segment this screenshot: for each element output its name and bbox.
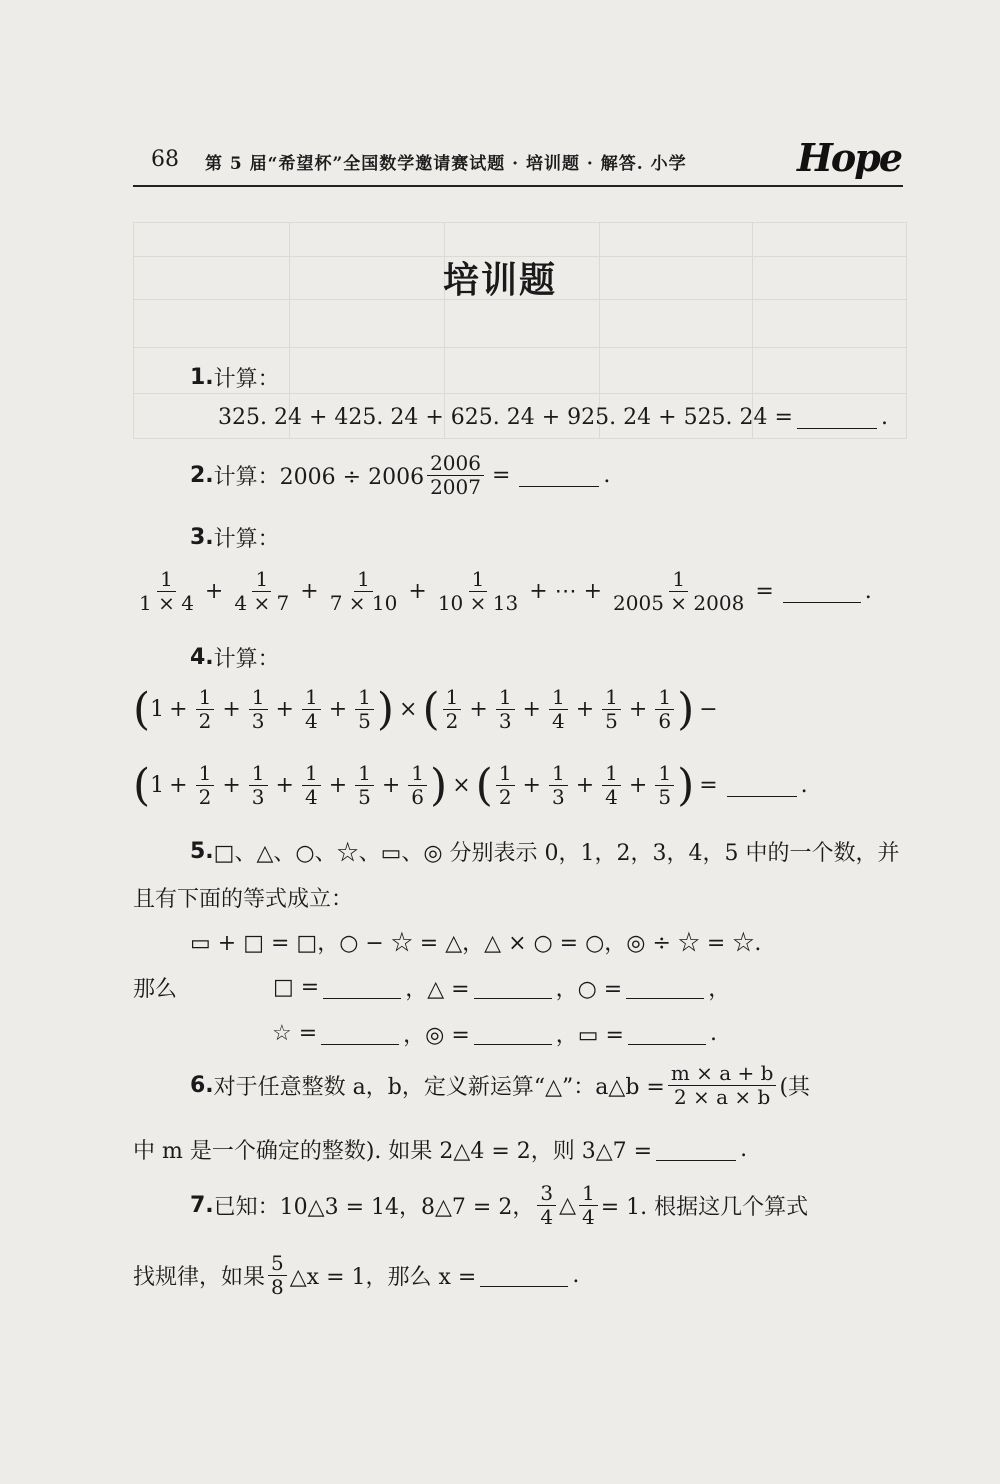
q1-answer-blank bbox=[797, 406, 877, 429]
q4-frac-num: 1 bbox=[443, 686, 462, 710]
q5-equations bbox=[190, 926, 761, 957]
q3-heading bbox=[190, 522, 280, 553]
q4-frac-den: 2 bbox=[498, 785, 512, 809]
q4-r1-plus: + bbox=[275, 697, 294, 722]
q3-number: 3. bbox=[190, 525, 214, 550]
q2-fraction bbox=[427, 452, 484, 499]
q7-answer-blank bbox=[480, 1264, 568, 1287]
q3-plus-1: + bbox=[204, 579, 224, 604]
q5-answers-row-2 bbox=[272, 1018, 717, 1049]
q3-term-3-den: 7 × 10 bbox=[329, 591, 398, 615]
q4-r2-fifth-b bbox=[655, 762, 674, 809]
q4-frac-num: 1 bbox=[355, 686, 374, 710]
q4-r2-plus: + bbox=[381, 773, 401, 798]
q4-frac-den: 4 bbox=[304, 785, 318, 809]
q6-frac-den: 2 × a × b bbox=[673, 1085, 771, 1109]
q4-r1-sixth-b bbox=[655, 686, 674, 733]
q3-expression-line bbox=[133, 568, 872, 615]
header-title: 第 5 届“希望杯”全国数学邀请赛试题 · 培训题 · 解答. 小学 bbox=[205, 154, 687, 174]
q4-r1-plus: + bbox=[628, 697, 648, 722]
q5-star-blank bbox=[321, 1022, 399, 1045]
q4-r2-one: 1 bbox=[150, 773, 165, 798]
q4-frac-num: 1 bbox=[196, 762, 215, 786]
q7-f2-den: 4 bbox=[581, 1205, 595, 1229]
q3-term-2 bbox=[231, 568, 292, 615]
q5-then: 那么 bbox=[133, 977, 178, 1002]
q4-r1-plus: + bbox=[222, 697, 241, 722]
q3-term-last bbox=[610, 568, 747, 615]
q5-comma: ， bbox=[708, 977, 731, 1002]
q4-equals: = bbox=[699, 773, 718, 798]
q4-r2-half-b bbox=[496, 762, 515, 809]
q4-frac-num: 1 bbox=[249, 762, 268, 786]
q4-frac-den: 2 bbox=[198, 785, 212, 809]
q4-frac-num: 1 bbox=[655, 686, 674, 710]
q4-r2-plus: + bbox=[222, 773, 241, 798]
q7-number: 7. bbox=[190, 1193, 214, 1218]
q7-line-1 bbox=[190, 1182, 808, 1229]
q5-number: 5. bbox=[190, 839, 214, 864]
q5-double-circle-label: ，◎ = bbox=[403, 1023, 470, 1048]
q5-star-label: ☆ = bbox=[272, 1021, 318, 1046]
q4-r2-lparen-1: ( bbox=[133, 759, 151, 811]
section-title: 培训题 bbox=[442, 260, 557, 301]
q3-term-2-num: 1 bbox=[252, 568, 271, 592]
q4-frac-den: 3 bbox=[251, 709, 265, 733]
q7-text-1b: = 1. 根据这几个算式 bbox=[600, 1195, 809, 1220]
q4-frac-den: 4 bbox=[605, 785, 618, 809]
q1-period: . bbox=[880, 405, 888, 430]
q4-r1-plus: + bbox=[469, 697, 488, 722]
q3-term-4-num: 1 bbox=[469, 568, 488, 592]
q7-text-2b: △x = 1，那么 x = bbox=[289, 1265, 477, 1290]
q6-number: 6. bbox=[190, 1073, 214, 1098]
q2-frac-num: 2006 bbox=[427, 452, 484, 476]
q4-frac-den: 3 bbox=[498, 709, 512, 733]
q7-f3-num: 5 bbox=[268, 1252, 287, 1276]
q4-r1-times: × bbox=[399, 697, 418, 722]
q4-answer-blank bbox=[727, 774, 797, 797]
q6-text-2: 中 m 是一个确定的整数). 如果 2△4 = 2，则 3△7 = bbox=[133, 1139, 653, 1164]
q1-label: 计算： bbox=[213, 367, 280, 392]
q4-r1-plus: + bbox=[328, 697, 348, 722]
q4-r1-plus: + bbox=[575, 697, 595, 722]
q4-r2-half bbox=[196, 762, 215, 809]
q7-f1-num: 3 bbox=[537, 1182, 556, 1206]
q3-equals: = bbox=[755, 579, 774, 604]
page-number: 68 bbox=[151, 147, 179, 172]
q6-paren: (其 bbox=[779, 1075, 811, 1100]
q6-text-1: 对于任意整数 a，b，定义新运算“△”：a△b = bbox=[213, 1075, 665, 1100]
q4-r2-quarter-b bbox=[602, 762, 621, 809]
q2-period: . bbox=[603, 463, 611, 488]
q4-r2-rparen-2: ) bbox=[677, 759, 695, 811]
q4-frac-den: 5 bbox=[605, 709, 618, 733]
q4-frac-num: 1 bbox=[408, 762, 427, 786]
q4-r1-third bbox=[249, 686, 268, 733]
q5-eq-line: ▭ + □ = □，○ − ☆ = △，△ × ○ = ○，◎ ÷ ☆ = ☆. bbox=[190, 931, 762, 956]
q4-frac-num: 1 bbox=[602, 686, 621, 710]
q1-number: 1. bbox=[190, 365, 214, 390]
q3-term-3-num: 1 bbox=[354, 568, 373, 592]
q7-text-2: 找规律，如果 bbox=[133, 1265, 266, 1290]
q4-r2-fifth bbox=[355, 762, 374, 809]
q4-row-2 bbox=[133, 759, 808, 811]
q6-line-2 bbox=[133, 1134, 747, 1165]
q3-term-last-den: 2005 × 2008 bbox=[613, 591, 745, 615]
q4-r2-lparen-2: ( bbox=[475, 759, 493, 811]
q5-rectangle-blank bbox=[628, 1022, 706, 1045]
q5-circle-blank bbox=[626, 976, 704, 999]
q4-frac-num: 1 bbox=[496, 686, 515, 710]
q4-r1-lparen-2: ( bbox=[422, 683, 440, 735]
q4-frac-den: 3 bbox=[251, 785, 265, 809]
q4-frac-num: 1 bbox=[249, 686, 268, 710]
q3-term-3 bbox=[327, 568, 401, 615]
q6-answer-blank bbox=[656, 1138, 736, 1161]
q3-term-last-num: 1 bbox=[669, 568, 688, 592]
q2-number: 2. bbox=[190, 463, 214, 488]
q3-term-1-num: 1 bbox=[157, 568, 176, 592]
q2-answer-blank bbox=[519, 464, 599, 487]
q7-f3-den: 8 bbox=[271, 1275, 284, 1299]
q6-period: . bbox=[740, 1137, 748, 1162]
q4-frac-den: 4 bbox=[551, 709, 565, 733]
q1-expression-line bbox=[218, 405, 888, 430]
q3-term-1-den: 1 × 4 bbox=[139, 591, 194, 615]
q7-triangle-op: △ bbox=[559, 1193, 576, 1218]
q4-frac-num: 1 bbox=[302, 762, 321, 786]
q4-r1-quarter-b bbox=[549, 686, 568, 733]
q4-frac-num: 1 bbox=[302, 686, 321, 710]
q4-number: 4. bbox=[190, 645, 214, 670]
q4-r1-half-b bbox=[443, 686, 462, 733]
q7-frac-3-4 bbox=[537, 1182, 556, 1229]
q5-circle-label: ，○ = bbox=[555, 977, 623, 1002]
q4-frac-num: 1 bbox=[196, 686, 215, 710]
q4-r1-plus: + bbox=[522, 697, 541, 722]
q4-frac-num: 1 bbox=[602, 762, 621, 786]
q4-r1-plus: + bbox=[169, 697, 188, 722]
q3-ellipsis: + ⋯ + bbox=[529, 579, 603, 604]
q4-heading bbox=[190, 642, 280, 673]
q3-plus-2: + bbox=[300, 579, 319, 604]
q5-text-2: 且有下面的等式成立： bbox=[133, 887, 354, 912]
q6-frac-num: m × a + b bbox=[668, 1062, 777, 1086]
q7-text-1: 已知：10△3 = 14，8△7 = 2， bbox=[213, 1195, 535, 1220]
q5-square-label: □ = bbox=[273, 975, 320, 1000]
q7-period: . bbox=[572, 1263, 580, 1288]
q3-term-2-den: 4 × 7 bbox=[234, 591, 290, 615]
q7-line-2 bbox=[133, 1252, 579, 1299]
q4-frac-num: 1 bbox=[496, 762, 515, 786]
q4-r2-plus: + bbox=[275, 773, 294, 798]
q4-frac-den: 3 bbox=[551, 785, 565, 809]
q4-r1-fifth-b bbox=[602, 686, 621, 733]
q5-triangle-label: ，△ = bbox=[405, 977, 470, 1002]
q4-r1-fifth bbox=[355, 686, 374, 733]
q4-frac-den: 2 bbox=[445, 709, 459, 733]
q3-term-4 bbox=[435, 568, 521, 615]
q4-r1-lparen-1: ( bbox=[133, 683, 151, 735]
q5-square-blank bbox=[323, 976, 401, 999]
q6-fraction bbox=[668, 1062, 777, 1109]
q4-frac-den: 5 bbox=[358, 709, 371, 733]
q6-line-1 bbox=[190, 1062, 810, 1109]
q2-line bbox=[190, 452, 610, 499]
q4-r2-plus: + bbox=[575, 773, 595, 798]
q5-rectangle-label: ，▭ = bbox=[555, 1023, 624, 1048]
q3-term-4-den: 10 × 13 bbox=[437, 591, 519, 615]
q3-period: . bbox=[864, 579, 872, 604]
q4-period: . bbox=[800, 773, 808, 798]
q5-triangle-blank bbox=[474, 976, 552, 999]
q4-label: 计算： bbox=[213, 647, 280, 672]
q4-r2-plus: + bbox=[169, 773, 188, 798]
q4-frac-num: 1 bbox=[549, 686, 568, 710]
q2-frac-den: 2007 bbox=[430, 475, 481, 499]
q5-double-circle-blank bbox=[474, 1022, 552, 1045]
q4-frac-den: 6 bbox=[658, 709, 672, 733]
q4-r2-quarter bbox=[302, 762, 321, 809]
q4-row-1 bbox=[133, 683, 723, 735]
q5-text-1: □、△、○、☆、▭、◎ 分别表示 0，1，2，3，4，5 中的一个数，并 bbox=[213, 841, 900, 866]
q4-r2-times: × bbox=[452, 773, 471, 798]
q4-r2-plus: + bbox=[522, 773, 541, 798]
q5-answers-row-1 bbox=[133, 972, 730, 1003]
page-header bbox=[133, 135, 903, 187]
q4-r1-half bbox=[196, 686, 215, 733]
q3-term-1 bbox=[136, 568, 197, 615]
hope-logo: Hope bbox=[797, 135, 901, 180]
q4-r2-plus: + bbox=[328, 773, 348, 798]
q4-r2-rparen-1: ) bbox=[430, 759, 448, 811]
q4-frac-den: 6 bbox=[411, 785, 425, 809]
q4-r2-plus: + bbox=[628, 773, 648, 798]
q5-period: . bbox=[710, 1021, 717, 1046]
q4-r1-rparen-2: ) bbox=[677, 683, 695, 735]
q4-r1-quarter bbox=[302, 686, 321, 733]
q7-f1-den: 4 bbox=[540, 1205, 554, 1229]
q5-line-1 bbox=[190, 836, 900, 867]
q2-equals: = bbox=[491, 463, 511, 488]
q4-frac-num: 1 bbox=[549, 762, 568, 786]
q4-frac-den: 2 bbox=[198, 709, 212, 733]
q4-r2-sixth bbox=[408, 762, 427, 809]
q4-frac-num: 1 bbox=[355, 762, 374, 786]
q7-frac-5-8 bbox=[268, 1252, 287, 1299]
q1-heading bbox=[190, 362, 280, 393]
q4-r1-rparen-1: ) bbox=[376, 683, 395, 735]
q5-line-2 bbox=[133, 882, 353, 913]
q4-minus: − bbox=[699, 697, 718, 722]
q4-r1-one: 1 bbox=[150, 697, 165, 722]
q7-frac-1-4 bbox=[579, 1182, 598, 1229]
q1-expression: 325. 24 + 425. 24 + 625. 24 + 925. 24 + 525. 24 = bbox=[218, 405, 793, 430]
q4-frac-den: 4 bbox=[304, 709, 318, 733]
q3-answer-blank bbox=[783, 580, 861, 603]
q3-label: 计算： bbox=[213, 527, 280, 552]
q4-r1-third-b bbox=[496, 686, 515, 733]
q4-r2-third-b bbox=[549, 762, 568, 809]
q4-frac-den: 5 bbox=[358, 785, 371, 809]
q4-r2-third bbox=[249, 762, 268, 809]
q4-frac-den: 5 bbox=[658, 785, 672, 809]
q3-plus-3: + bbox=[408, 579, 427, 604]
q2-label: 计算：2006 ÷ 2006 bbox=[213, 465, 425, 490]
q4-frac-num: 1 bbox=[655, 762, 674, 786]
q7-f2-num: 1 bbox=[579, 1182, 598, 1206]
